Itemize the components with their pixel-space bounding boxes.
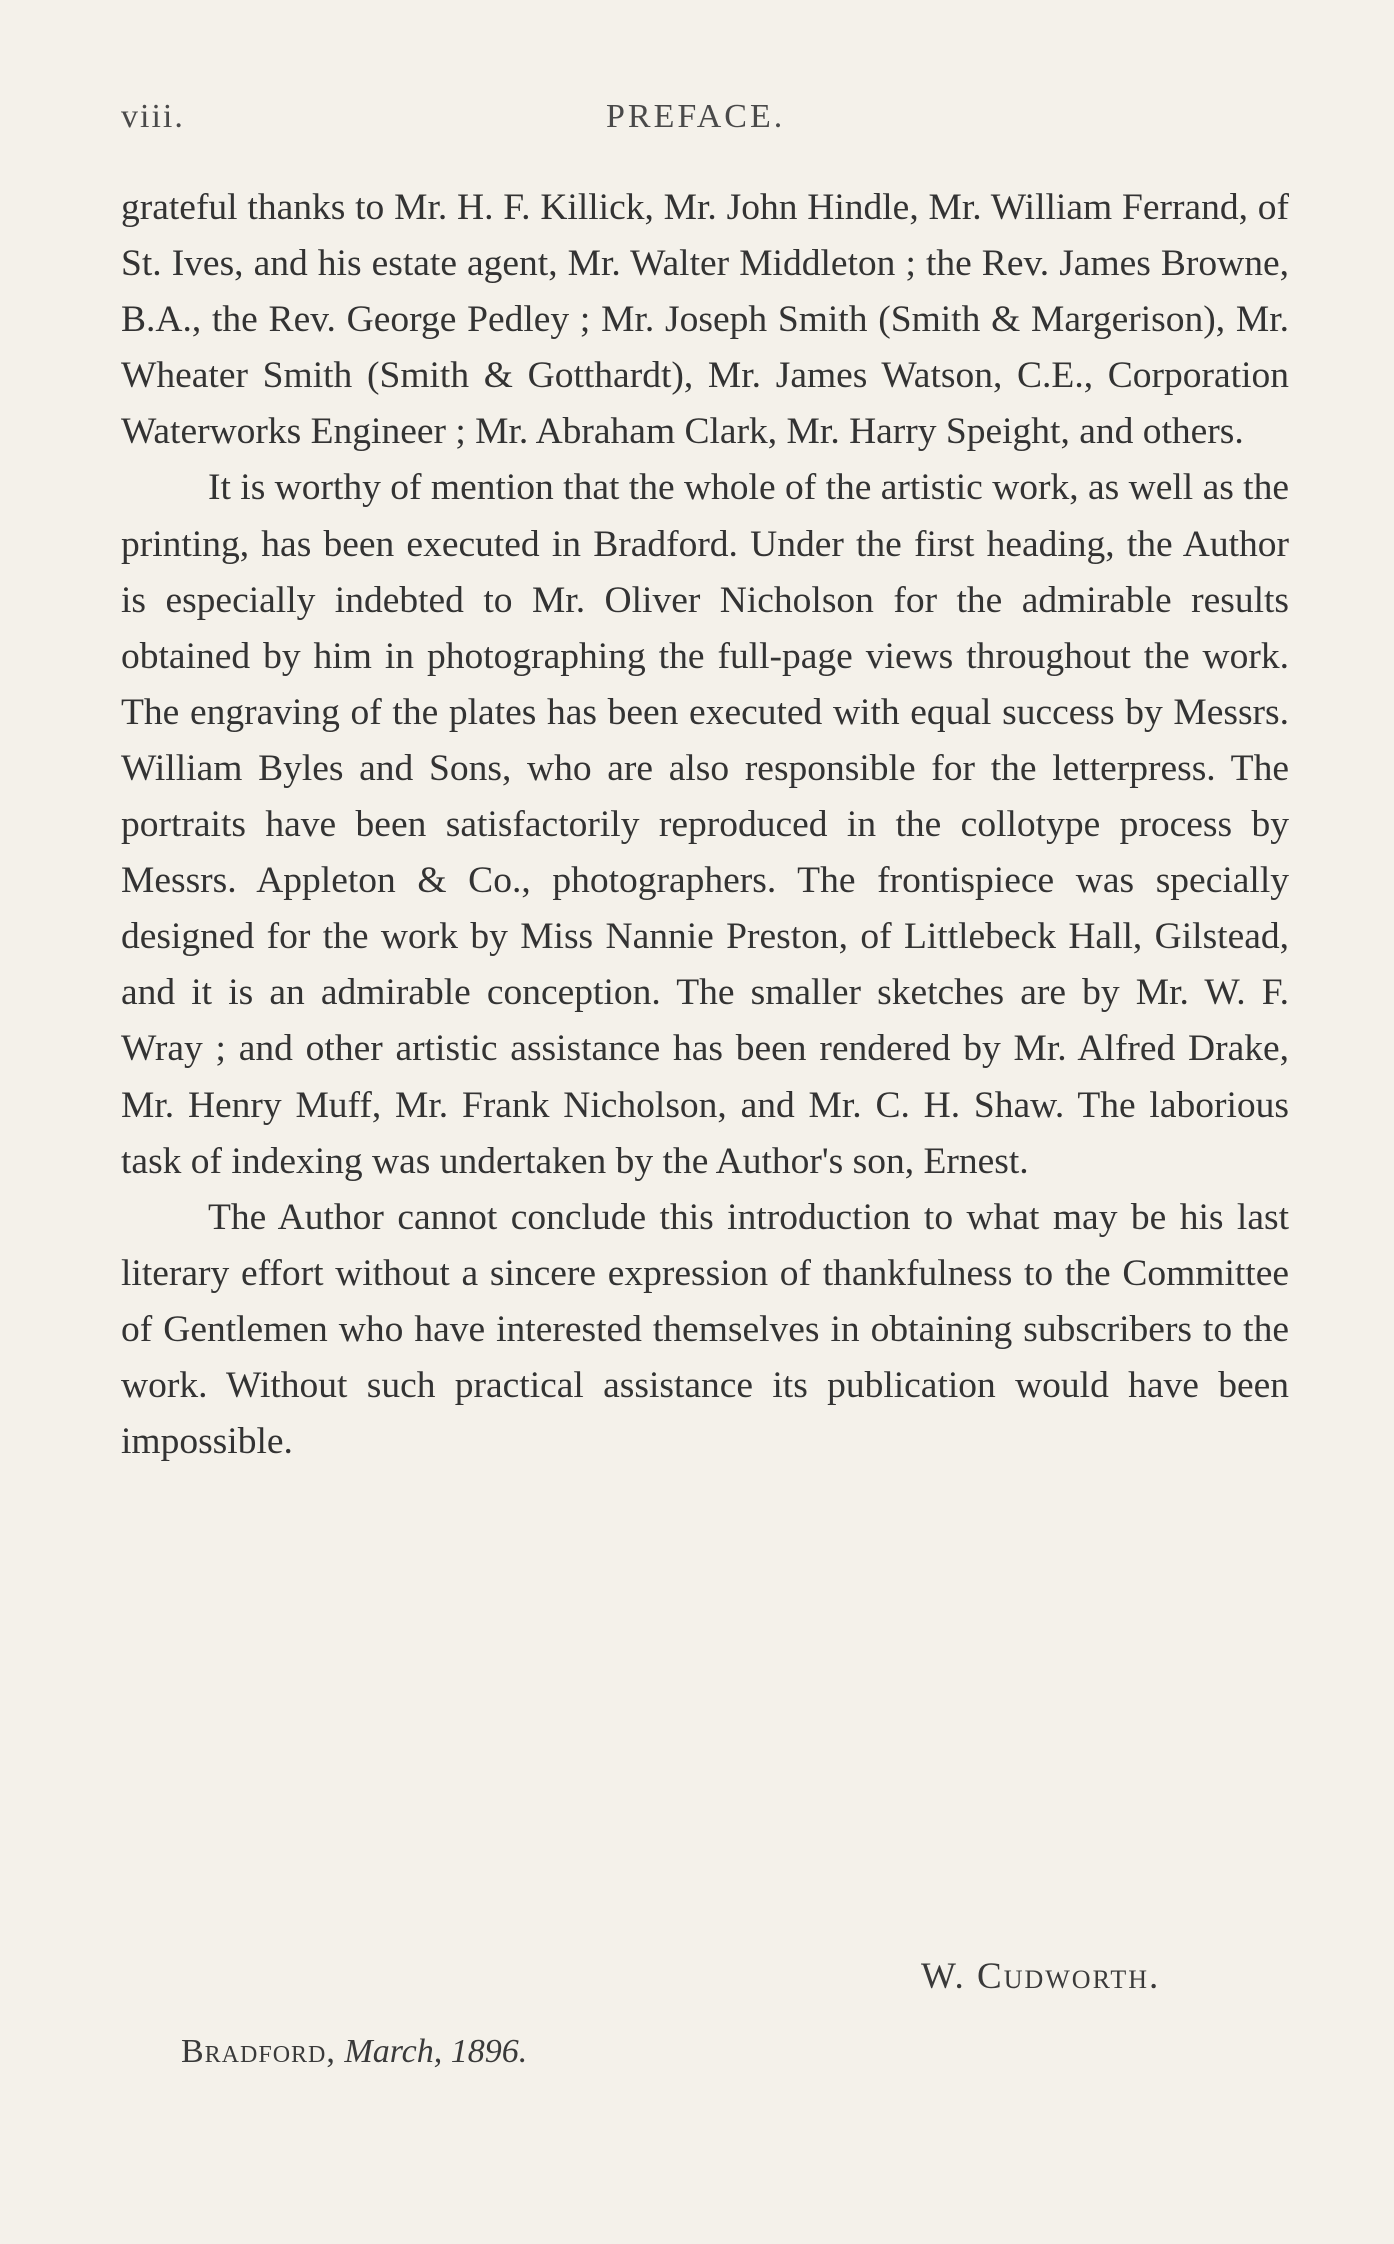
page-number: viii. [121, 98, 185, 135]
paragraph-thanks: grateful thanks to Mr. H. F. Killick, Mr. John Hindle, Mr. William Ferrand, of St. Ives, and his estate agent, Mr. Walter Middleton ; the Rev. James Browne, B.A., the Rev. George Pedley ; Mr. Joseph Smith (Smith & Margerison), Mr. Wheater Smith (Smith & Gotthardt), Mr. James Watson, C.E., Corporation Waterworks Engineer ; Mr. Abraham Clark, Mr. Harry Speight, and others. [121, 187, 1289, 453]
dateline-place: Bradford, [181, 2033, 336, 2070]
body-text [121, 180, 1289, 1470]
paragraph-artistic-work: It is worthy of mention that the whole of the artistic work, as well as the printing, has been executed in Bradford. Under the first heading, the Author is especially indebted to Mr. Oliver Nicholson for the admirable results obtained by him in photographing the full-page views throughout the work. The engraving of the plates has been executed with equal success by Messrs. William Byles and Sons, who are also responsible for the letterpress. The portraits have been satisfactorily reproduced in the collotype process by Messrs. Appleton & Co., photographers. The frontispiece was specially designed for the work by Miss Nannie Preston, of Littlebeck Hall, Gilstead, and it is an admirable conception. The smaller sketches are by Mr. W. F. Wray ; and other artistic assistance has been rendered by Mr. Alfred Drake, Mr. Henry Muff, Mr. Frank Nicholson, and Mr. C. H. Shaw. The laborious task of indexing was undertaken by the Author's son, Ernest. [121, 467, 1289, 1182]
paragraph-conclusion: The Author cannot conclude this introduction to what may be his last literary effort without a sincere expression of thankfulness to the Committee of Gentlemen who have interested themselves in obtaining subscribers to the work. Without such practical assistance its publication would have been impossible. [121, 1196, 1289, 1463]
dateline [181, 2033, 527, 2071]
running-head: PREFACE. [606, 98, 786, 135]
author-signature: W. Cudworth. [921, 1956, 1161, 1997]
dateline-date: March, 1896. [344, 2033, 528, 2070]
page-header [121, 98, 1293, 148]
